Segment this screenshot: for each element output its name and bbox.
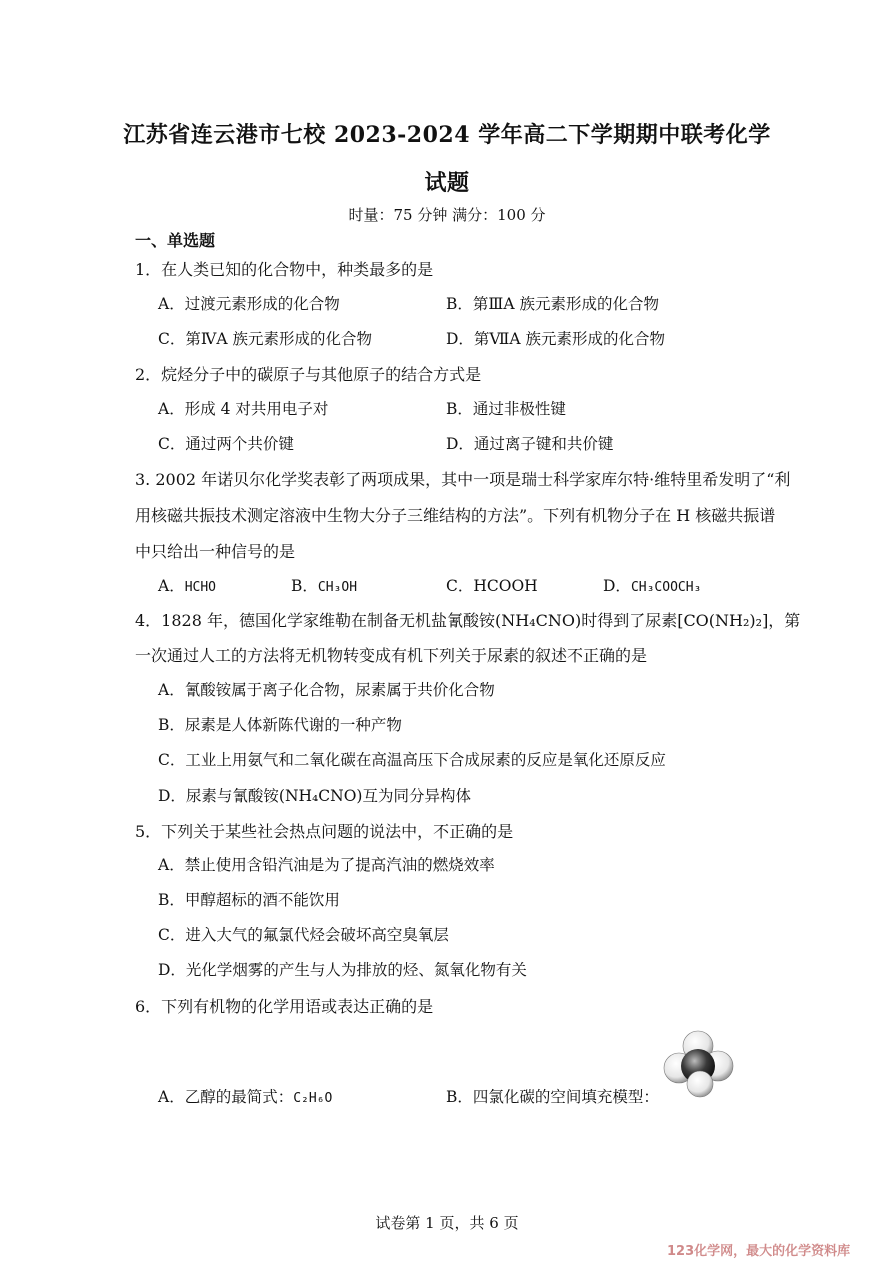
option-text: A．乙醇的最简式： <box>158 1088 294 1106</box>
option-letter: D． <box>603 577 631 595</box>
option-c <box>446 574 538 596</box>
space-filling-model-image <box>660 1030 740 1100</box>
option-a: A．氰酸铵属于离子化合物，尿素属于共价化合物 <box>158 681 495 699</box>
option-c: C．进入大气的氟氯代烃会破坏高空臭氧层 <box>158 926 449 944</box>
option-letter: A． <box>158 577 185 595</box>
option-a: A．过渡元素形成的化合物 <box>158 295 340 313</box>
page-title-line2: 试题 <box>424 170 470 196</box>
question-stem: 1．在人类已知的化合物中，种类最多的是 <box>135 260 434 279</box>
option-b: B．四氯化碳的空间填充模型： <box>446 1088 659 1106</box>
question-stem-line: 用核磁共振技术测定溶液中生物大分子三维结构的方法”。下列有机物分子在 H 核磁共振谱 <box>135 506 776 525</box>
option-d: D．光化学烟雾的产生与人为排放的烃、氮氧化物有关 <box>158 961 527 979</box>
option-d <box>603 574 701 596</box>
option-letter: C． <box>446 577 474 595</box>
question-stem: 5．下列关于某些社会热点问题的说法中，不正确的是 <box>135 822 514 841</box>
formula: CH₃OH <box>317 580 358 595</box>
question-stem: 6．下列有机物的化学用语或表达正确的是 <box>135 997 434 1016</box>
page-footer: 试卷第 1 页，共 6 页 <box>375 1214 519 1232</box>
exam-info: 时量：75 分钟 满分：100 分 <box>348 206 546 224</box>
option-a <box>158 574 216 596</box>
option-c: C．第ⅣA 族元素形成的化合物 <box>158 330 372 348</box>
question-stem-line: 4．1828 年，德国化学家维勒在制备无机盐氰酸铵(NH₄CNO)时得到了尿素[CO(NH₂)₂]，第 <box>135 611 801 630</box>
option-b: B．通过非极性键 <box>446 400 566 418</box>
section-heading: 一、单选题 <box>135 231 216 250</box>
option-b <box>291 574 357 596</box>
formula: CH₃COOCH₃ <box>630 580 702 595</box>
option-d: D．通过离子键和共价键 <box>446 435 614 453</box>
option-b: B．甲醇超标的酒不能饮用 <box>158 891 340 909</box>
watermark: 123化学网，最大的化学资料库 <box>667 1244 851 1259</box>
question-stem-line: 一次通过人工的方法将无机物转变成有机下列关于尿素的叙述不正确的是 <box>135 646 648 665</box>
option-c: C．工业上用氨气和二氧化碳在高温高压下合成尿素的反应是氧化还原反应 <box>158 751 666 769</box>
question-stem-line: 中只给出一种信号的是 <box>135 542 296 561</box>
option-a <box>158 1085 332 1107</box>
formula: HCOOH <box>473 577 538 595</box>
question-stem-line: 3. 2002 年诺贝尔化学奖表彰了两项成果，其中一项是瑞士科学家库尔特·维特里希发明了“利 <box>135 470 791 489</box>
page-title: 江苏省连云港市七校 2023-2024 学年高二下学期期中联考化学 <box>123 122 771 148</box>
option-b: B．尿素是人体新陈代谢的一种产物 <box>158 716 402 734</box>
formula: C₂H₆O <box>293 1091 333 1106</box>
question-stem: 2．烷烃分子中的碳原子与其他原子的结合方式是 <box>135 365 482 384</box>
option-c: C．通过两个共价键 <box>158 435 294 453</box>
option-d: D．第ⅦA 族元素形成的化合物 <box>446 330 666 348</box>
option-a: A．形成 4 对共用电子对 <box>158 400 329 418</box>
option-a: A．禁止使用含铅汽油是为了提高汽油的燃烧效率 <box>158 856 495 874</box>
option-b: B．第ⅢA 族元素形成的化合物 <box>446 295 659 313</box>
option-letter: B． <box>291 577 318 595</box>
option-d: D．尿素与氰酸铵(NH₄CNO)互为同分异构体 <box>158 787 471 805</box>
formula: HCHO <box>184 580 217 595</box>
